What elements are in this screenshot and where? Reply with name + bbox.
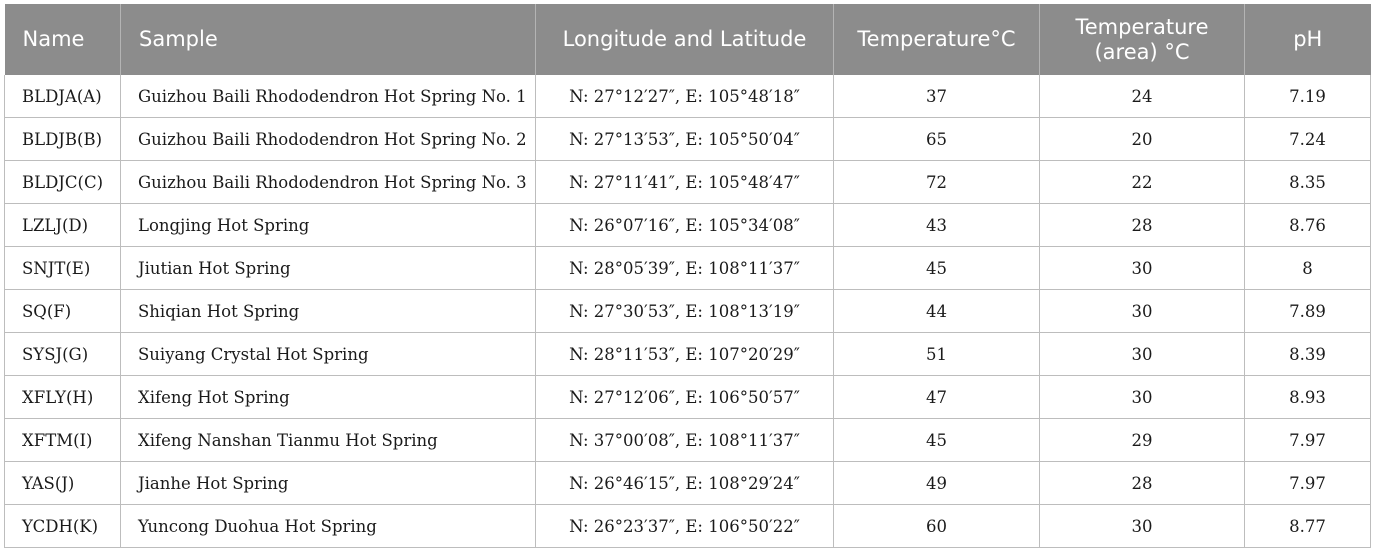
- cell-location: N: 26°07′16″, E: 105°34′08″: [536, 204, 834, 247]
- cell-sample: Jiutian Hot Spring: [121, 247, 536, 290]
- cell-temperature: 45: [834, 419, 1040, 462]
- cell-name: YCDH(K): [5, 505, 121, 548]
- header-temperature-area: Temperature (area) °C: [1040, 4, 1245, 75]
- cell-sample: Xifeng Hot Spring: [121, 376, 536, 419]
- cell-temperature: 51: [834, 333, 1040, 376]
- cell-temperature: 47: [834, 376, 1040, 419]
- cell-sample: Xifeng Nanshan Tianmu Hot Spring: [121, 419, 536, 462]
- cell-location: N: 27°30′53″, E: 108°13′19″: [536, 290, 834, 333]
- cell-temperature: 45: [834, 247, 1040, 290]
- cell-location: N: 27°11′41″, E: 105°48′47″: [536, 161, 834, 204]
- table-row: [5, 290, 1371, 333]
- cell-ph: 7.19: [1245, 75, 1371, 118]
- cell-sample: Shiqian Hot Spring: [121, 290, 536, 333]
- header-row: [5, 4, 1371, 75]
- cell-name: XFTM(I): [5, 419, 121, 462]
- header-location: Longitude and Latitude: [536, 4, 834, 75]
- table-row: [5, 333, 1371, 376]
- cell-sample: Guizhou Baili Rhododendron Hot Spring No. 1: [121, 75, 536, 118]
- table-container: [4, 4, 1370, 548]
- table-row: [5, 376, 1371, 419]
- cell-sample: Jianhe Hot Spring: [121, 462, 536, 505]
- cell-temperature: 43: [834, 204, 1040, 247]
- cell-temperature: 72: [834, 161, 1040, 204]
- cell-ph: 8.35: [1245, 161, 1371, 204]
- cell-temperature-area: 22: [1040, 161, 1245, 204]
- cell-sample: Longjing Hot Spring: [121, 204, 536, 247]
- cell-location: N: 37°00′08″, E: 108°11′37″: [536, 419, 834, 462]
- cell-temperature: 49: [834, 462, 1040, 505]
- cell-location: N: 28°11′53″, E: 107°20′29″: [536, 333, 834, 376]
- cell-temperature: 44: [834, 290, 1040, 333]
- cell-ph: 8.93: [1245, 376, 1371, 419]
- cell-sample: Suiyang Crystal Hot Spring: [121, 333, 536, 376]
- cell-temperature-area: 20: [1040, 118, 1245, 161]
- table-row: [5, 505, 1371, 548]
- cell-temperature-area: 30: [1040, 247, 1245, 290]
- cell-temperature: 37: [834, 75, 1040, 118]
- cell-temperature-area: 30: [1040, 505, 1245, 548]
- cell-name: BLDJB(B): [5, 118, 121, 161]
- hot-spring-table: [4, 4, 1371, 548]
- cell-location: N: 28°05′39″, E: 108°11′37″: [536, 247, 834, 290]
- cell-temperature-area: 28: [1040, 204, 1245, 247]
- cell-ph: 8.76: [1245, 204, 1371, 247]
- cell-ph: 7.97: [1245, 419, 1371, 462]
- table-row: [5, 462, 1371, 505]
- cell-location: N: 26°46′15″, E: 108°29′24″: [536, 462, 834, 505]
- table-row: [5, 204, 1371, 247]
- cell-ph: 7.97: [1245, 462, 1371, 505]
- header-sample: Sample: [121, 4, 536, 75]
- cell-name: BLDJC(C): [5, 161, 121, 204]
- cell-temperature-area: 30: [1040, 290, 1245, 333]
- cell-temperature-area: 29: [1040, 419, 1245, 462]
- table-row: [5, 161, 1371, 204]
- cell-temperature-area: 30: [1040, 333, 1245, 376]
- cell-location: N: 27°13′53″, E: 105°50′04″: [536, 118, 834, 161]
- cell-location: N: 26°23′37″, E: 106°50′22″: [536, 505, 834, 548]
- cell-temperature-area: 30: [1040, 376, 1245, 419]
- cell-name: YAS(J): [5, 462, 121, 505]
- cell-name: SYSJ(G): [5, 333, 121, 376]
- cell-sample: Yuncong Duohua Hot Spring: [121, 505, 536, 548]
- cell-temperature: 65: [834, 118, 1040, 161]
- header-ph: pH: [1245, 4, 1371, 75]
- cell-temperature: 60: [834, 505, 1040, 548]
- table-row: [5, 419, 1371, 462]
- cell-sample: Guizhou Baili Rhododendron Hot Spring No. 2: [121, 118, 536, 161]
- table-row: [5, 75, 1371, 118]
- cell-name: SQ(F): [5, 290, 121, 333]
- cell-name: BLDJA(A): [5, 75, 121, 118]
- cell-temperature-area: 24: [1040, 75, 1245, 118]
- cell-ph: 8.77: [1245, 505, 1371, 548]
- cell-temperature-area: 28: [1040, 462, 1245, 505]
- table-row: [5, 118, 1371, 161]
- header-name: Name: [5, 4, 121, 75]
- cell-name: LZLJ(D): [5, 204, 121, 247]
- cell-ph: 7.24: [1245, 118, 1371, 161]
- table-body: [5, 75, 1371, 548]
- cell-ph: 7.89: [1245, 290, 1371, 333]
- cell-location: N: 27°12′06″, E: 106°50′57″: [536, 376, 834, 419]
- cell-ph: 8: [1245, 247, 1371, 290]
- cell-location: N: 27°12′27″, E: 105°48′18″: [536, 75, 834, 118]
- table-row: [5, 247, 1371, 290]
- cell-ph: 8.39: [1245, 333, 1371, 376]
- header-temperature: Temperature°C: [834, 4, 1040, 75]
- cell-sample: Guizhou Baili Rhododendron Hot Spring No. 3: [121, 161, 536, 204]
- cell-name: XFLY(H): [5, 376, 121, 419]
- cell-name: SNJT(E): [5, 247, 121, 290]
